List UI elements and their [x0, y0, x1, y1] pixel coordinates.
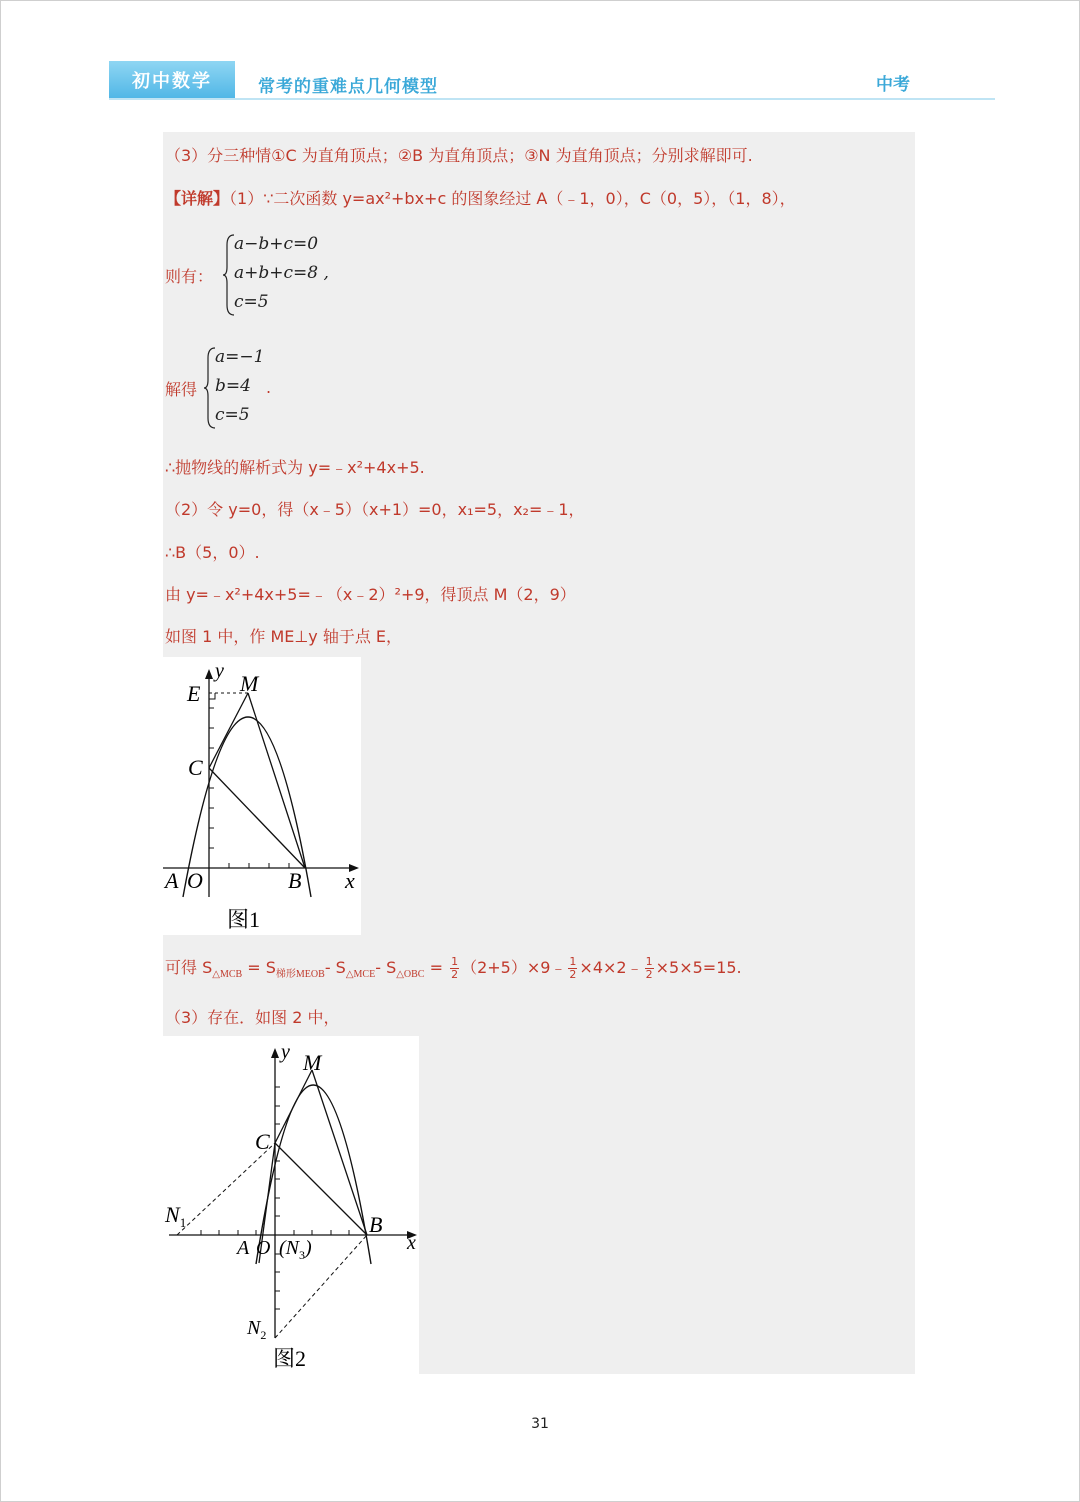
area-sub-mce: △MCE — [345, 969, 376, 981]
text-line-parabola: ∴抛物线的解析式为 y=﹣x²+4x+5. — [165, 458, 425, 477]
system2-eq1: a=−1 — [215, 347, 265, 367]
text-line-detail — [165, 186, 796, 209]
fig1-label-E: E — [187, 681, 201, 706]
fig2-label-N3: $(N_3)$ — [279, 1237, 312, 1262]
fig2-label-C: C — [255, 1129, 270, 1154]
text-line-area — [165, 955, 742, 981]
system1-eq1: a−b+c=0 — [234, 234, 319, 254]
fig2-caption: 图2 — [273, 1346, 307, 1371]
fig2-label-O: O — [256, 1237, 271, 1259]
fig1-segment-CM — [209, 693, 248, 768]
fig2-label-A: A — [237, 1237, 250, 1259]
fig1-label-x: x — [345, 868, 355, 893]
text-line-part3: （3）存在．如图 2 中， — [165, 1008, 340, 1027]
fig2-label-x: x — [407, 1232, 416, 1254]
fig1-y-arrow-icon — [205, 669, 213, 679]
area-minus1: - S — [324, 958, 346, 977]
system2-tail: . — [266, 378, 272, 397]
fig1-label-y: y — [215, 660, 224, 682]
fraction-half-1: $\frac{1}{2}$ — [451, 955, 459, 981]
fraction-half-3: $\frac{1}{2}$ — [645, 955, 653, 981]
system1-eq3: c=5 — [234, 292, 269, 312]
text-line-part3-hint: （3）分三种情①C 为直角顶点；②B 为直角顶点；③N 为直角顶点；分别求解即可. — [165, 146, 753, 165]
header-tab: 初中数学 — [109, 61, 235, 99]
system2-eq3: c=5 — [215, 405, 250, 425]
area-eq1: = S — [242, 958, 276, 977]
fig1-label-C: C — [188, 755, 203, 780]
figure-2 — [163, 1036, 419, 1374]
fig1-label-O: O — [187, 868, 203, 893]
text-line-vertex: 由 y=﹣x²+4x+5=﹣（x﹣2）²+9，得顶点 M（2，9） — [165, 585, 576, 604]
area-prefix: 可得 S — [165, 958, 213, 977]
solve-label: 解得 — [165, 380, 198, 399]
fig1-label-B: B — [288, 868, 302, 893]
fig2-segment-MB — [312, 1070, 367, 1235]
area-eq2: = — [424, 958, 449, 977]
area-term1: （2+5）×9﹣ — [461, 958, 567, 977]
figure-1 — [163, 657, 361, 935]
system1-eq2: a+b+c=8 , — [234, 263, 329, 283]
detail-text: （1）∵二次函数 y=ax²+bx+c 的图象经过 A（﹣1，0），C（0，5），（1，8）， — [229, 189, 796, 208]
system2-eq2: b=4 — [215, 376, 251, 396]
area-sub-obc: △OBC — [396, 969, 425, 981]
area-term2: ×4×2﹣ — [579, 958, 643, 977]
then-label: 则有： — [165, 267, 214, 286]
fig2-label-y: y — [281, 1041, 290, 1063]
fig1-label-M: M — [240, 671, 259, 696]
text-line-fig1: 如图 1 中，作 ME⊥y 轴于点 E， — [165, 627, 403, 646]
fig1-right-angle-mark — [209, 693, 215, 699]
fig1-caption: 图1 — [227, 907, 261, 932]
header-divider — [109, 98, 995, 100]
header-right-label: 中考 — [876, 75, 910, 95]
fig2-segment-N1C — [177, 1143, 275, 1235]
area-sub-mcb: △MCB — [212, 969, 243, 981]
header-title: 常考的重难点几何模型 — [258, 77, 438, 97]
area-minus2: - S — [375, 958, 397, 977]
text-line-B: ∴B（5，0）. — [165, 543, 260, 562]
area-term3: ×5×5=15. — [655, 958, 742, 977]
fig2-segment-CB — [275, 1143, 367, 1235]
area-sub-trapezoid: 梯形MEOB — [275, 969, 325, 981]
fraction-half-2: $\frac{1}{2}$ — [569, 955, 577, 981]
fig2-label-N1: $N_1$ — [165, 1202, 187, 1230]
fig2-y-arrow-icon — [271, 1048, 279, 1058]
fig2-segment-CM — [275, 1070, 312, 1143]
fig2-parabola — [256, 1085, 371, 1264]
fig2-label-B: B — [369, 1212, 383, 1237]
fig2-label-M: M — [303, 1050, 322, 1075]
fig1-segment-MB — [248, 693, 305, 868]
detail-tag: 【详解】 — [165, 189, 230, 208]
fig2-label-N2: $N_2$ — [247, 1317, 267, 1342]
page-number: 31 — [531, 1416, 549, 1432]
fig1-segment-CB — [209, 768, 305, 868]
fig1-label-A: A — [165, 868, 179, 893]
text-line-part2: （2）令 y=0，得（x﹣5）（x+1）=0，x₁=5，x₂=﹣1， — [165, 500, 585, 519]
